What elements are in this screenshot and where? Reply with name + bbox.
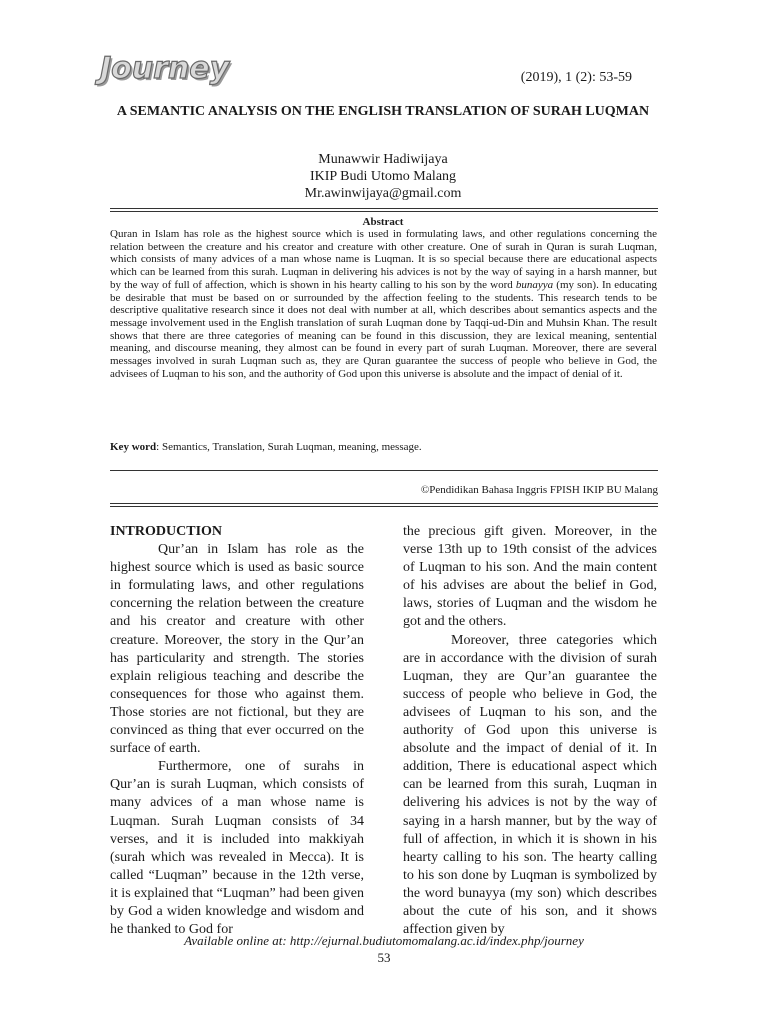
page-number: 53: [377, 950, 391, 965]
citation: (2019), 1 (2): 53-59: [520, 70, 632, 85]
keywords-label: Key word: [110, 441, 157, 453]
introduction-heading: INTRODUCTION: [110, 524, 223, 539]
divider-middle: [110, 470, 658, 471]
copyright-notice: ©Pendidikan Bahasa Inggris FPISH IKIP BU Malang: [420, 484, 658, 496]
intro-left-paragraph-2: Furthermore, one of surahs in Qur’an is surah Luqman, which consists of many advices of a man whose name is Luqman. Surah Luqman consists of 34 verses, and it is included into makkiyah (surah which was revealed in Mecca). It is called “Luqman” because in the 12th verse, it is explained that “Luqman” had been given by God a widen knowledge and wisdom and he thanked to God for: [110, 759, 364, 938]
author-email: Mr.awinwijaya@gmail.com: [304, 186, 462, 201]
divider-bottom: [110, 503, 658, 504]
author-affiliation: IKIP Budi Utomo Malang: [309, 169, 457, 184]
intro-right-paragraph-1: the precious gift given. Moreover, in the verse 13th up to 19th consist of the advices of Luqman to his son. And the main content of his advises are about the belief in God, laws, stories of Luqman and the wisdom he got and the others.: [403, 524, 657, 630]
author-block: [110, 151, 656, 202]
divider-top: [110, 208, 658, 209]
intro-right-paragraph-2: Moreover, three categories which are in accordance with the division of surah Luqman, they are Qur’an guarantee the success of people who believe in God, the advisees of Luqman to his son, and the authority of God upon this universe is absolute and the impact of denial of it. In addition, There is educational aspect which can be learned from this surah, Luqman in delivering his advices is not by the way of saying in a harsh manner, but by the way of full of affection, in which it is shown in his hearty calling to his son. The hearty calling to his son done by Luqman is symbolized by the word bunayya (my son) which describes about the cute of his son, and it shows affection given by: [403, 632, 657, 938]
author-name: Munawwir Hadiwijaya: [318, 152, 448, 167]
abstract-text-part1: Quran in Islam has role as the highest source which is used in formulating laws, and other regulations concerning the relation between the creature and his creator and creature with other creature. One of surah in Quran is surah Luqman, which consists of many advices of a man whose name is Luqman. It is so special because there are educational aspects which can be learned from this surah. Luqman in delivering his advices is not by the way of saying in a harsh manner, but by the way of full of affection, which is shown in his hearty calling to his son by the word: [110, 228, 657, 291]
left-column: [110, 523, 364, 939]
keywords: [110, 441, 657, 454]
intro-left-paragraph-1: Qur’an in Islam has role as the highest source which is used as basic source in formulating laws, and other regulations concerning the relation between the creature and his creator and creature with other creature. Moreover, the story in the Qur’an has particularity and strength. The stories explain religious teaching and describe the consequences for those who against them. Those stories are not fictional, but they are convinced as thing that ever occurred on the surface of earth.: [110, 542, 364, 757]
available-online-link[interactable]: Available online at: http://ejurnal.budiutomomalang.ac.id/index.php/journey: [184, 933, 584, 948]
journal-logo: Journey: [100, 51, 230, 86]
divider-top-second: [110, 211, 658, 212]
divider-bottom-second: [110, 506, 658, 507]
right-column: [403, 523, 657, 939]
abstract-heading: Abstract: [362, 216, 404, 228]
keywords-text: : Semantics, Translation, Surah Luqman, meaning, message.: [156, 441, 422, 453]
article-title: A SEMANTIC ANALYSIS ON THE ENGLISH TRANSLATION OF SURAH LUQMAN: [116, 104, 650, 119]
abstract-text-part2: (my son). In educating be desirable that must be based on or surrounded by the affection feeling to the students. This research tends to be descriptive qualitative research since it does not deal with number at all, which describes about semantics aspects and the message involvement used in the English translation of surah Luqman done by Taqqi-ud-Din and Muhsin Khan. The result shows that there are three categories of meaning can be found in this discussion, they are lexical meaning, sentential meaning, and discourse meaning, they almost can be found in every part of surah Luqman. Moreover, there are several messages involved in surah Luqman such as, they are Quran guarantee the success of people who believe in God, the advisees of Luqman to his son, and the authority of God upon this universe is absolute and the impact of denial of it.: [110, 278, 657, 380]
abstract-body: [110, 228, 657, 380]
abstract-italic-term: bunayya: [515, 278, 554, 291]
